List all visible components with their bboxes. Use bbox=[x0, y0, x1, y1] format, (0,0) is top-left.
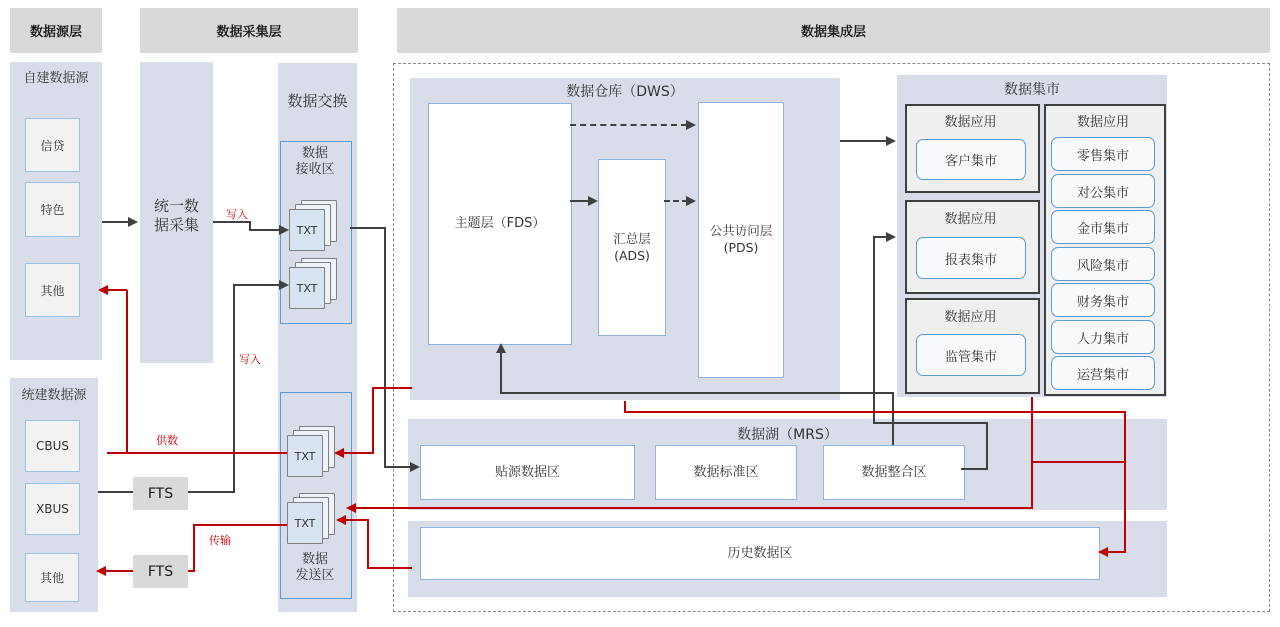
node-source-data-zone bbox=[420, 445, 635, 500]
mart-operations-label: 运营集市 bbox=[1076, 367, 1129, 383]
mart-corporate-label: 对公集市 bbox=[1076, 185, 1129, 201]
mart-retail bbox=[1051, 137, 1155, 171]
mart-report bbox=[916, 237, 1026, 279]
edge-collector-to-recvtxt1-arrowhead bbox=[279, 225, 289, 235]
unified-collector-label bbox=[140, 197, 213, 235]
node-fts-upper-label: FTS bbox=[147, 485, 174, 502]
edge-fts1-to-recvtxt2-seg2 bbox=[233, 285, 235, 493]
node-cbus bbox=[25, 420, 80, 472]
node-history-data-zone-label: 历史数据区 bbox=[727, 545, 793, 561]
node-pds-label-line1: 公共访问层 bbox=[709, 223, 773, 239]
node-pds bbox=[698, 102, 784, 378]
node-fts-lower bbox=[133, 555, 188, 588]
edge-sendtxt1-to-selfother-arrowhead bbox=[98, 285, 108, 295]
node-ads-label-line1: 汇总层 bbox=[613, 230, 651, 246]
app-box-regulatory-title: 数据应用 bbox=[944, 310, 997, 325]
edge-history-to-sendtxt2-seg3 bbox=[345, 519, 369, 521]
receive-zone-title-line2: 接收区 bbox=[295, 162, 335, 178]
edge-dws-to-sendtxt1-arrowhead bbox=[334, 448, 344, 458]
edge-sendtxt2-to-fts2-seg2 bbox=[193, 524, 195, 572]
send-zone-title-line1: 数据 bbox=[301, 552, 328, 567]
node-self-other bbox=[25, 263, 80, 317]
edge-selfsrc-to-collector-arrowhead bbox=[128, 217, 138, 227]
unified-title: 统建数据源 bbox=[21, 388, 87, 403]
edge-fts1-to-recvtxt2-seg3 bbox=[233, 284, 280, 286]
txt-label: TXT bbox=[296, 281, 318, 295]
mart-regulatory bbox=[916, 334, 1026, 376]
edge-fds-to-pds-dashed bbox=[570, 124, 687, 126]
edge-label-supply: 供数 bbox=[156, 434, 178, 447]
edge-label-transfer: 传输 bbox=[209, 534, 231, 547]
edge-mart-to-sendtxt2-arrowhead bbox=[346, 503, 356, 513]
edge-fds-to-pds-arrowhead bbox=[686, 120, 696, 130]
edge-sendtxt1-to-selfother-seg3 bbox=[107, 289, 127, 291]
node-integrated-data-zone-label: 数据整合区 bbox=[861, 464, 927, 480]
edge-intzone-to-fds-seg3 bbox=[500, 352, 502, 394]
txt-label: TXT bbox=[294, 516, 316, 530]
mart-financial-market-label: 金市集市 bbox=[1076, 221, 1129, 237]
edge-fds-to-ads bbox=[570, 200, 590, 202]
mart-operations bbox=[1051, 356, 1155, 390]
edge-intzone-to-fds-arrowhead bbox=[496, 343, 506, 353]
edge-history-to-sendtxt2-seg1 bbox=[367, 567, 412, 569]
mart-finance-label: 财务集市 bbox=[1076, 294, 1129, 310]
mart-hr bbox=[1051, 320, 1155, 354]
txt-file-icon-send-1 bbox=[287, 426, 335, 478]
txt-label: TXT bbox=[294, 449, 316, 463]
app-box-business-marts-title: 数据应用 bbox=[1076, 115, 1129, 130]
edge-sendtxt1-to-selfother-seg1 bbox=[107, 452, 287, 454]
edge-sendtxt1-to-selfother-seg2 bbox=[126, 290, 128, 454]
data-exchange-title: 数据交换 bbox=[287, 92, 348, 110]
txt-label: TXT bbox=[296, 223, 318, 237]
node-standard-data-zone bbox=[655, 445, 797, 500]
txt-file-icon-receive-2 bbox=[289, 258, 337, 310]
edge-sendtxt2-to-fts2-seg3 bbox=[188, 570, 195, 572]
node-source-data-zone-label: 贴源数据区 bbox=[494, 464, 560, 480]
send-zone-title bbox=[280, 552, 350, 585]
edge-mart-to-sendtxt2-seg2 bbox=[356, 507, 1033, 509]
node-integrated-data-zone bbox=[823, 445, 965, 500]
data-mart-title: 数据集市 bbox=[1004, 82, 1060, 98]
node-xbus bbox=[25, 483, 80, 535]
node-fts-upper bbox=[133, 477, 188, 510]
mart-regulatory-label: 监管集市 bbox=[944, 349, 997, 365]
edge-dws-to-sendtxt1-seg1 bbox=[372, 387, 412, 389]
edge-dws-to-history-seg2 bbox=[624, 411, 1126, 413]
node-history-data-zone bbox=[420, 527, 1100, 580]
mart-retail-label: 零售集市 bbox=[1076, 148, 1129, 164]
mart-finance bbox=[1051, 283, 1155, 317]
node-credit-label: 信贷 bbox=[40, 138, 65, 153]
edge-recvtxt1-to-lake-seg2 bbox=[384, 227, 386, 468]
dws-title: 数据仓库（DWS） bbox=[566, 84, 684, 100]
edge-collector-to-recvtxt1-seg3 bbox=[249, 229, 280, 231]
txt-sheet-front bbox=[287, 435, 323, 477]
mart-risk-label: 风险集市 bbox=[1076, 258, 1129, 274]
header-source-layer-label: 数据源层 bbox=[29, 25, 82, 40]
txt-file-icon-send-2 bbox=[287, 493, 335, 545]
edge-fts1-to-recvtxt2-seg1 bbox=[188, 491, 235, 493]
node-fts-lower-label: FTS bbox=[147, 563, 174, 580]
self-built-title: 自建数据源 bbox=[23, 71, 89, 86]
mart-customer-label: 客户集市 bbox=[944, 154, 997, 169]
node-pds-label-line2: (PDS) bbox=[723, 240, 759, 255]
edge-recvtxt1-to-lake-seg3 bbox=[384, 466, 411, 468]
edge-dws-to-sendtxt1-seg2 bbox=[372, 387, 374, 454]
node-fds bbox=[428, 103, 572, 345]
edge-dws-to-history-arrowhead bbox=[1098, 547, 1108, 557]
edge-intzone-to-mart-seg3 bbox=[873, 422, 988, 424]
mart-corporate bbox=[1051, 174, 1155, 208]
txt-sheet-front bbox=[289, 209, 325, 251]
edge-dws-to-mart-app1-arrowhead bbox=[886, 136, 896, 146]
edge-intzone-to-fds-seg2 bbox=[500, 392, 894, 394]
send-zone-title-line2: 发送区 bbox=[295, 568, 335, 584]
edge-dws-to-history-seg3 bbox=[1124, 411, 1126, 553]
edge-label-write-bottom: 写入 bbox=[239, 353, 261, 366]
txt-sheet-front bbox=[287, 502, 323, 544]
header-collect-layer bbox=[140, 8, 358, 53]
mart-financial-market bbox=[1051, 210, 1155, 244]
header-collect-layer-label: 数据采集层 bbox=[216, 25, 282, 40]
node-special-label: 特色 bbox=[40, 203, 65, 217]
mart-report-label: 报表集市 bbox=[944, 252, 997, 268]
edge-mart-to-history-branch bbox=[1031, 461, 1126, 463]
node-credit bbox=[25, 118, 80, 172]
header-integration-layer-label: 数据集成层 bbox=[800, 25, 866, 40]
edge-label-write-top: 写入 bbox=[226, 208, 248, 221]
edge-fts2-to-unifiedother-arrowhead bbox=[96, 566, 106, 576]
receive-zone-title bbox=[280, 146, 350, 179]
edge-intzone-to-fds-seg1 bbox=[892, 393, 894, 445]
edge-fds-to-ads-arrowhead bbox=[588, 196, 598, 206]
node-standard-data-zone-label: 数据标准区 bbox=[693, 464, 759, 480]
edge-sendtxt2-to-fts2-seg1 bbox=[193, 524, 287, 526]
edge-dws-to-mart-app1 bbox=[840, 140, 888, 142]
edge-xbus-to-fts1 bbox=[98, 491, 133, 493]
app-box-customer-title: 数据应用 bbox=[944, 115, 997, 130]
edge-intzone-to-mart-arrowhead bbox=[886, 232, 896, 242]
mart-risk bbox=[1051, 247, 1155, 281]
edge-dws-to-sendtxt1-seg3 bbox=[344, 452, 374, 454]
txt-file-icon-receive-1 bbox=[289, 200, 337, 252]
edge-mart-to-sendtxt2-seg1 bbox=[1031, 397, 1033, 509]
edge-intzone-to-mart-seg4 bbox=[873, 237, 875, 424]
node-special bbox=[25, 182, 80, 237]
txt-sheet-front bbox=[289, 267, 325, 309]
edge-recvtxt1-to-lake-arrowhead bbox=[410, 462, 420, 472]
edge-fts2-to-unifiedother-seg bbox=[105, 570, 133, 572]
edge-selfsrc-to-collector bbox=[102, 221, 130, 223]
node-self-other-label: 其他 bbox=[40, 283, 65, 298]
node-xbus-label: XBUS bbox=[36, 502, 69, 516]
edge-intzone-to-mart-seg2 bbox=[986, 423, 988, 470]
edge-fts1-to-recvtxt2-arrowhead bbox=[279, 280, 289, 290]
edge-history-to-sendtxt2-seg2 bbox=[367, 521, 369, 569]
receive-zone-title-line1: 数据 bbox=[301, 146, 328, 161]
header-source-layer bbox=[10, 8, 102, 53]
app-box-report-title: 数据应用 bbox=[944, 212, 997, 227]
node-ads bbox=[598, 159, 666, 336]
mart-hr-label: 人力集市 bbox=[1076, 331, 1129, 347]
edge-intzone-to-mart-seg1 bbox=[961, 468, 988, 470]
header-integration-layer bbox=[397, 8, 1270, 53]
edge-ads-to-pds-dashed bbox=[664, 200, 688, 202]
node-cbus-label: CBUS bbox=[35, 439, 69, 453]
unified-collector-line1: 统一数 bbox=[153, 197, 199, 215]
mart-customer bbox=[916, 139, 1026, 180]
unified-collector-line2: 据采集 bbox=[153, 215, 199, 234]
data-lake-title: 数据湖（MRS） bbox=[737, 427, 838, 443]
node-unified-other bbox=[25, 553, 79, 602]
edge-ads-to-pds-arrowhead bbox=[686, 196, 696, 206]
edge-dws-to-history-seg4 bbox=[1107, 551, 1124, 553]
edge-recvtxt1-to-lake-seg1 bbox=[350, 227, 386, 229]
edge-history-to-sendtxt2-arrowhead bbox=[336, 515, 346, 525]
node-fds-label: 主题层（FDS） bbox=[454, 216, 546, 232]
node-unified-other-label: 其他 bbox=[39, 571, 64, 585]
node-ads-label-line2: (ADS) bbox=[614, 247, 650, 263]
